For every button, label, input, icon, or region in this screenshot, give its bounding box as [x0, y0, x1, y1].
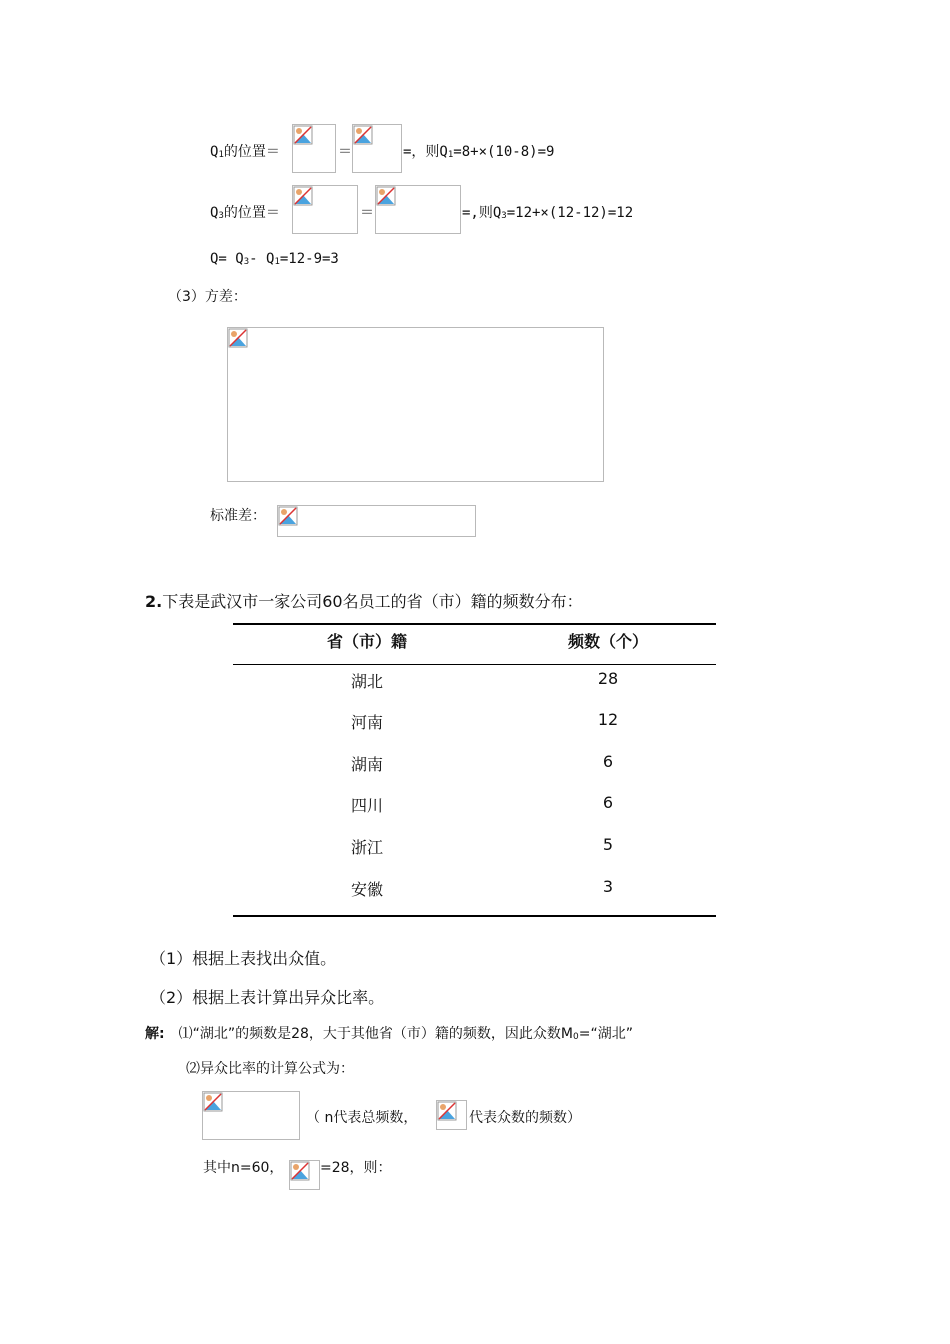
given-values-a: 其中n=60， [203, 1160, 284, 1176]
answer-part-1: 解: ⑴“湖北”的频数是28，大于其他省（市）籍的频数，因此众数$M_0=“$湖北” [145, 1026, 633, 1042]
broken-image-icon [437, 1101, 457, 1121]
table-cell-count: 6 [602, 752, 614, 771]
broken-image-icon [290, 1161, 310, 1181]
table-top-rule [233, 623, 716, 625]
table-header-province: 省（市）籍 [326, 632, 407, 651]
answer-part-2: ⑵异众比率的计算公式为： [186, 1061, 354, 1077]
question-2: 2.下表是武汉市一家公司60名员工的省（市）籍的频数分布： [145, 592, 583, 611]
table-cell-count: 28 [597, 669, 619, 688]
quartile-deviation: $Q= Q_3-$ $Q_1=12-9=3$ [210, 251, 339, 267]
variance-label: （3）方差： [168, 289, 247, 305]
q3-result: =,则$Q_3=12+\times(12-12)=12$ [462, 205, 634, 221]
table-cell-count: 6 [602, 793, 614, 812]
formula-note-a: （ n代表总频数， [306, 1110, 418, 1126]
formula-note-b: 代表众数的频数） [469, 1110, 581, 1126]
table-cell-count: 5 [602, 835, 614, 854]
q1-result: =，则$Q_1=8+\times(10-8)=9$ [403, 144, 555, 160]
mode-frequency-symbol-image [289, 1160, 320, 1190]
formula-image-q3-a [292, 185, 358, 234]
variation-ratio-formula-image [202, 1091, 300, 1140]
broken-image-icon [353, 125, 373, 145]
broken-image-icon [293, 186, 313, 206]
broken-image-icon [293, 125, 313, 145]
std-formula-image [277, 505, 476, 537]
equals-sign: ＝ [338, 144, 352, 160]
table-cell-province: 浙江 [350, 838, 383, 857]
table-cell-province: 安徽 [350, 880, 383, 899]
broken-image-icon [228, 328, 248, 348]
sub-question-1: （1）根据上表找出众值。 [150, 949, 337, 968]
q3-position-line: $Q_3$的位置＝ [210, 205, 280, 221]
broken-image-icon [376, 186, 396, 206]
table-cell-province: 四川 [350, 796, 383, 815]
table-cell-province: 湖南 [350, 755, 383, 774]
variance-formula-image [227, 327, 604, 482]
equals-sign: ＝ [360, 205, 374, 221]
table-header-count: 频数（个） [567, 632, 648, 651]
formula-image-q3-b [375, 185, 461, 234]
table-cell-count: 12 [597, 710, 619, 729]
broken-image-icon [203, 1092, 223, 1112]
broken-image-icon [278, 506, 298, 526]
table-bottom-rule [233, 915, 716, 917]
std-label: 标准差： [210, 508, 266, 524]
q1-position-line: $Q_1$的位置＝ [210, 144, 280, 160]
formula-image-q1-a [292, 124, 336, 173]
table-header-rule [233, 664, 716, 665]
given-values-b: =28，则： [320, 1160, 392, 1176]
formula-image-q1-b [352, 124, 402, 173]
table-cell-province: 湖北 [350, 672, 383, 691]
table-cell-count: 3 [602, 877, 614, 896]
table-cell-province: 河南 [350, 713, 383, 732]
mode-frequency-symbol-image [436, 1100, 467, 1130]
sub-question-2: （2）根据上表计算出异众比率。 [150, 988, 385, 1007]
